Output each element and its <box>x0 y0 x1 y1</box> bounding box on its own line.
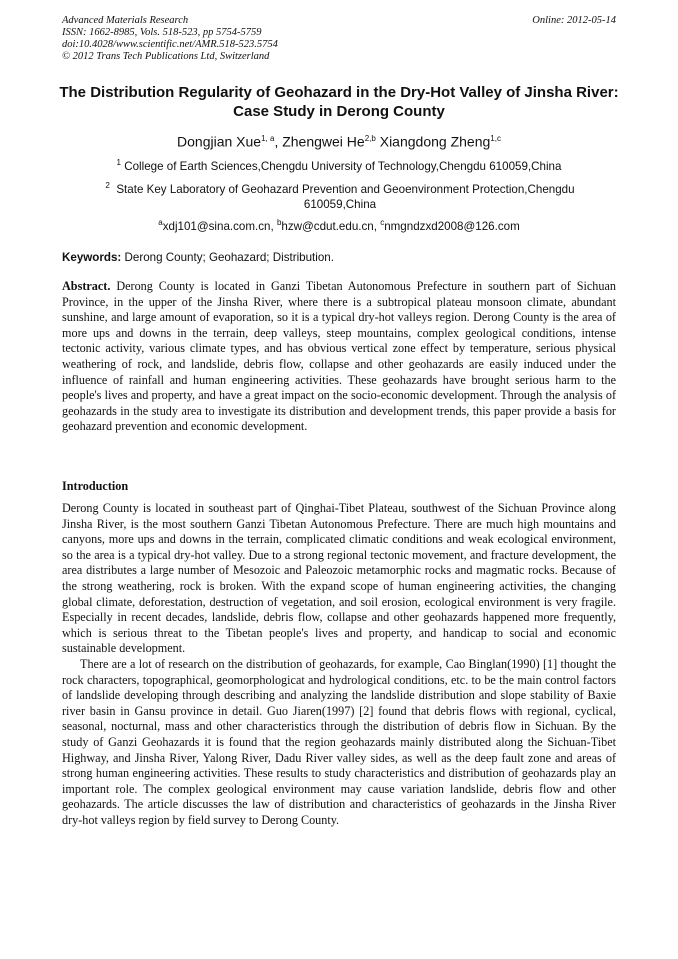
copyright-line: © 2012 Trans Tech Publications Ltd, Switzerland <box>62 51 270 62</box>
keywords-text: Derong County; Geohazard; Distribution. <box>124 251 334 264</box>
abstract-text: Derong County is located in Ganzi Tibetan Autonomous Prefecture in southern part of Sichuan Province, in the upper of the Jinsha River, where there is a subtropical plateau monsoon climate, abundant sunshine, and large amount of evaporation, so it is a typical dry-hot valleys region. Derong County is the area of more ups and downs in the terrain, deep valleys, steep mountains, complex geological conditions, intense tectonic activity, various climate types, and has obvious vertical zone effect by temperature, serious physical weathering of rock, and landslide, debris flow, collapse and other geohazards are easily induced under the influence of rainfall and human engineering activities. These geohazards have brought serious harm to the people's lives and property, and have a great impact on the socio-economic development. Through the analysis of geohazards in the study area to investigate its distribution and development trends, this paper provide a basis for geohazard prevention and economic development. <box>62 279 617 434</box>
email-mark: c <box>380 218 385 227</box>
email-address: nmgndzxd2008@126.com <box>384 219 520 233</box>
online-date: Online: 2012-05-14 <box>532 15 616 26</box>
affiliation-1 <box>60 155 618 174</box>
section-heading-introduction: Introduction <box>62 479 129 493</box>
author-affiliation-mark: 2,b <box>364 134 376 143</box>
email-mark: a <box>158 218 163 227</box>
journal-name: Advanced Materials Research <box>62 15 189 26</box>
affiliation-text: College of Earth Sciences,Chengdu University of Technology,Chengdu 610059,China <box>124 159 562 173</box>
author-name: Xiangdong Zheng <box>379 133 491 150</box>
paragraph: Derong County is located in southeast part of Qinghai-Tibet Plateau, southwest of the Sichuan Province along Jinsha River, is the most southern Ganzi Tibetan Autonomous Prefecture. There are much high mountains and canyons, more ups and downs in the terrain, complicated climatic conditions and weak ecological environment, so the area is a typical dry-hot valley. Due to a strong regional tectonic movement, and fracture development, the area distributes a large number of Mesozoic and Paleozoic metamorphic rocks and magmatic rocks. Because of the strong weathering, rock is broken. With the expand scope of human engineering activities, the changing global climate, deforestation, destruction of vegetation, and soil erosion, ecological environment is very fragile. Especially in recent decades, landslide, debris flow, collapse and other geohazards happened more frequently, which is serious threat to the Tibetan people's lives and property, and handicap to social and economic sustainable development. <box>62 501 616 656</box>
affiliation-number: 1 <box>116 158 121 167</box>
issn-line: ISSN: 1662-8985, Vols. 518-523, pp 5754-5759 <box>62 27 262 38</box>
author-affiliation-mark: 1, a <box>261 134 275 143</box>
abstract <box>62 279 616 435</box>
keywords-label: Keywords: <box>62 251 122 264</box>
author-name: Dongjian Xue <box>177 133 262 150</box>
author-affiliation-mark: 1,c <box>490 134 501 143</box>
email-address: hzw@cdut.edu.cn, <box>281 219 377 233</box>
paragraph: There are a lot of research on the distribution of geohazards, for example, Cao Binglan(1990) [1] thought the rock characters, topographical, geomorphologicat and hydrological conditions, etc. to be the main control factors of landslide developing through describing and analyzing the landslide distribution and slope stability of Baxie river basin in Gansu province in detail. Guo Jiaren(1997) [2] found that debris flows with regional, cyclical, seasonal, nocturnal, mass and other characteristics through the distribution of debris flow in Sichuan. By the study of Ganzi Geohazards it is found that the region geohazards mainly distributed along the Sichuan-Tibet Highway, and Jinsha River, Yalong River, Dadu River valley sides, as well as the deep fault zone and areas of strong human engineering activities. These results to study characteristics and distribution of geohazards play an important role. The complex geological environment may cause variation landslide, debris flow and other geohazards. The article discusses the law of distribution and characteristics of geohazards in the Jinsha River dry-hot valleys region by field survey to Derong County. <box>62 656 616 827</box>
author-list: Dongjian Xue$^{1, a}$, Zhengwei He$^{2,b}$ Xiangdong Zheng$^{1,c}$ <box>177 133 501 150</box>
abstract-label: Abstract. <box>62 279 111 293</box>
author-name: Zhengwei He <box>282 133 365 150</box>
paper-title: The Distribution Regularity of Geohazard in the Dry-Hot Valley of Jinsha River: Case Study in Derong County <box>59 84 619 120</box>
email-address: xdj101@sina.com.cn, <box>162 219 274 233</box>
author-emails <box>40 215 638 234</box>
introduction-body <box>62 501 616 828</box>
journal-header <box>62 15 616 63</box>
keywords <box>62 250 616 265</box>
affiliation-number: 2 <box>105 181 110 190</box>
affiliation-2 <box>80 178 600 212</box>
email-mark: b <box>276 218 282 227</box>
doi-line: doi:10.4028/www.scientific.net/AMR.518-523.5754 <box>62 39 278 50</box>
affiliation-text: State Key Laboratory of Geohazard Prevention and Geoenvironment Protection,Chengdu 610059,China <box>116 182 575 211</box>
